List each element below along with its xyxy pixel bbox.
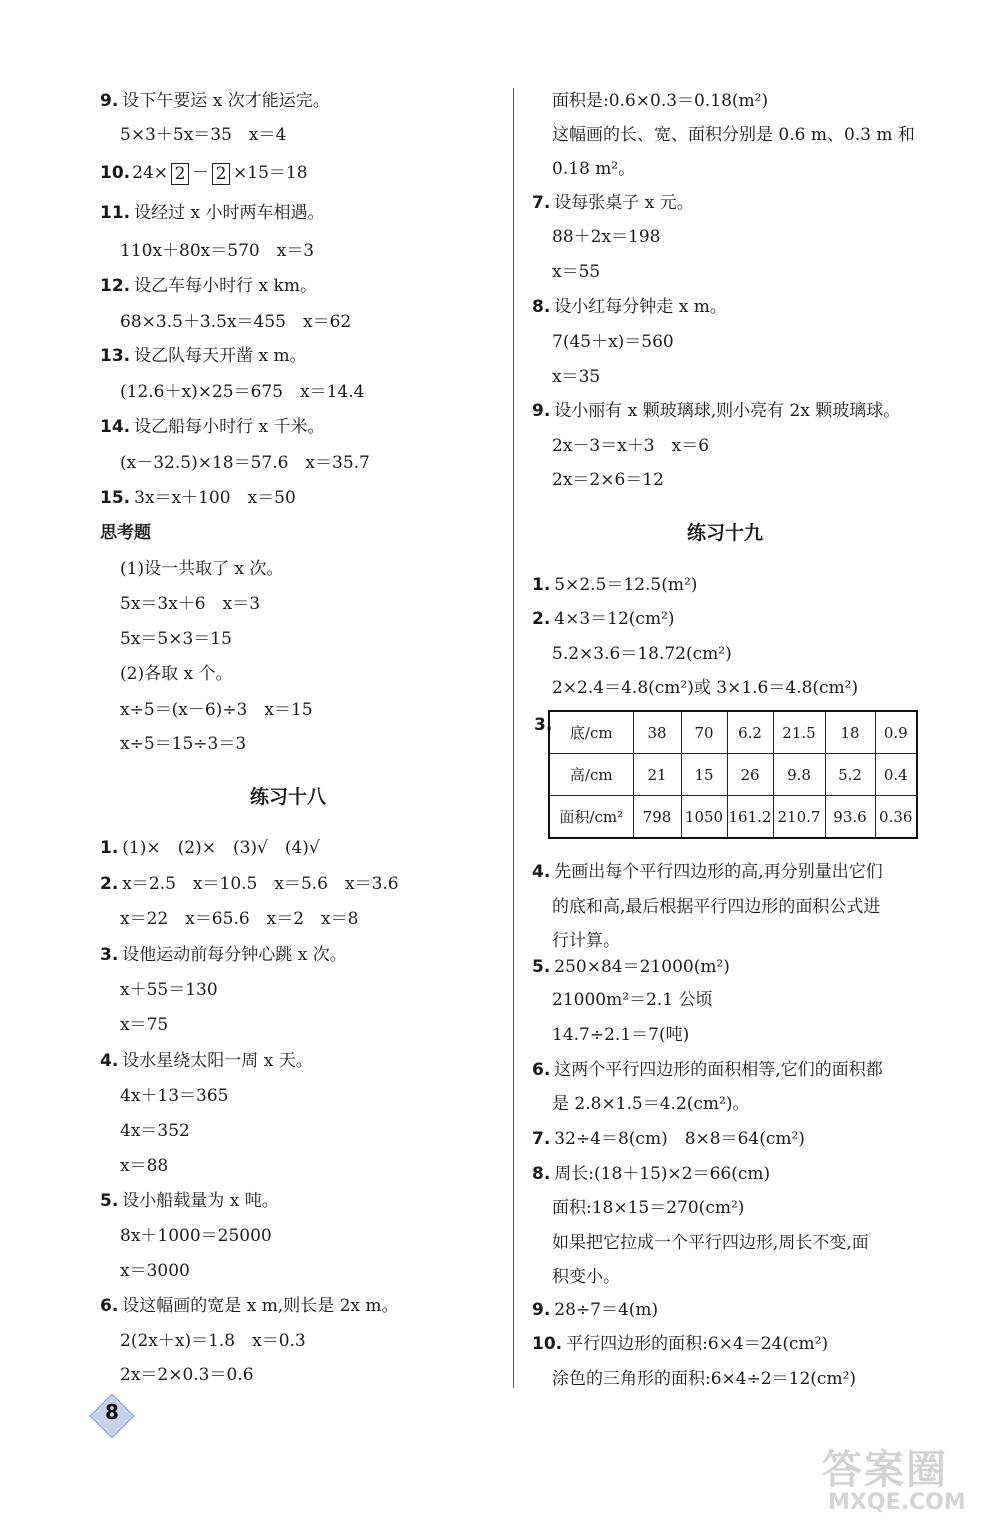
answer-line xyxy=(100,160,308,186)
table-cell: 0.9 xyxy=(875,711,917,754)
answer-line xyxy=(552,1195,744,1221)
answer-line xyxy=(552,894,880,920)
line-text: 32÷4＝8(cm) 8×8＝64(cm²) xyxy=(554,1129,805,1149)
question-line xyxy=(100,414,325,440)
question-number: 3. xyxy=(100,945,119,965)
line-text: 如果把它拉成一个平行四边形,周长不变,面 xyxy=(552,1233,869,1253)
question-number: 1. xyxy=(100,838,119,858)
line-text: 88＋2x＝198 xyxy=(552,227,661,247)
question-number: 7. xyxy=(532,193,551,213)
table-row xyxy=(549,796,917,839)
question-line xyxy=(100,942,347,968)
answer-line xyxy=(552,433,709,459)
question-number: 6. xyxy=(532,1060,551,1080)
answer-line xyxy=(120,906,358,932)
line-text: (12.6＋x)×25＝675 x＝14.4 xyxy=(120,382,365,402)
question-line xyxy=(532,859,883,885)
question-number: 2. xyxy=(100,874,119,894)
question-number: 6. xyxy=(100,1296,119,1316)
line-text: 68×3.5＋3.5x＝455 x＝62 xyxy=(120,312,352,332)
question-number: 5. xyxy=(100,1191,119,1211)
line-text: 2x－3＝x＋3 x＝6 xyxy=(552,436,710,456)
line-text: 设小船载量为 x 吨。 xyxy=(122,1191,279,1211)
answer-line xyxy=(120,697,313,723)
question-number: 13. xyxy=(100,346,131,366)
question-line xyxy=(100,1293,399,1319)
table-cell: 161.2 xyxy=(727,796,773,839)
question-number: 8. xyxy=(532,297,551,317)
table-label: 3. xyxy=(534,715,553,735)
answer-line xyxy=(552,928,620,954)
line-text: 涂色的三角形的面积:6×4÷2＝12(cm²) xyxy=(552,1369,857,1389)
question-line xyxy=(100,835,320,861)
answer-box: 2 xyxy=(171,163,189,185)
line-text: 行计算。 xyxy=(552,931,620,951)
line-text: 14.7÷2.1＝7(吨) xyxy=(552,1025,690,1045)
answer-line xyxy=(120,977,218,1003)
line-text: 设这幅画的宽是 x m,则长是 2x m。 xyxy=(122,1296,399,1316)
line-text: 5x＝3x＋6 x＝3 xyxy=(120,594,261,614)
question-line xyxy=(532,572,697,598)
answer-line xyxy=(120,591,260,617)
table-cell: 26 xyxy=(727,754,773,796)
question-number: 4. xyxy=(532,862,551,882)
table-cell: 9.8 xyxy=(773,754,825,796)
table-cell: 0.36 xyxy=(875,796,917,839)
line-text: 平行四边形的面积:6×4＝24(cm²) xyxy=(566,1334,829,1354)
answer-line xyxy=(552,987,712,1013)
line-text: x÷5＝15÷3＝3 xyxy=(120,734,247,754)
question-number: 4. xyxy=(100,1051,119,1071)
answer-line xyxy=(120,1258,190,1284)
line-text: (x－32.5)×18＝57.6 x＝35.7 xyxy=(120,453,370,473)
line-text: 的底和高,最后根据平行四边形的面积公式进 xyxy=(552,897,881,917)
table-cell: 1050 xyxy=(681,796,727,839)
line-text: (1)设一共取了 x 次。 xyxy=(120,559,284,579)
line-text: 设下午要运 x 次才能运完。 xyxy=(122,91,330,111)
line-text: 2x＝2×0.3＝0.6 xyxy=(120,1365,254,1385)
table-cell: 5.2 xyxy=(825,754,875,796)
line-text: 先画出每个平行四边形的高,再分别量出它们 xyxy=(554,862,883,882)
answer-line xyxy=(552,1264,620,1290)
question-line xyxy=(532,606,675,632)
line-text: 2x＝2×6＝12 xyxy=(552,470,664,490)
question-line xyxy=(532,1126,805,1152)
line-text: 设乙队每天开凿 x m。 xyxy=(134,346,307,366)
answer-line xyxy=(552,1022,689,1048)
answer-line xyxy=(552,88,768,114)
answer-line xyxy=(120,1153,168,1179)
line-text: 面积是:0.6×0.3＝0.18(m²) xyxy=(552,91,769,111)
question-line xyxy=(532,190,694,216)
line-text: 设水星绕太阳一周 x 天。 xyxy=(122,1051,313,1071)
question-line xyxy=(100,200,325,226)
question-line xyxy=(532,954,730,980)
line-text: x＝22 x＝65.6 x＝2 x＝8 xyxy=(120,909,359,929)
line-text: 5×3＋5x＝35 x＝4 xyxy=(120,125,287,145)
line-text: 2(2x＋x)＝1.8 x＝0.3 xyxy=(120,1331,306,1351)
question-number: 10. xyxy=(532,1334,563,1354)
line-text: (2)各取 x 个。 xyxy=(120,664,233,684)
answer-line xyxy=(120,1083,228,1109)
equation-part: ×15＝18 xyxy=(233,163,308,183)
answer-line xyxy=(552,224,660,250)
answer-line xyxy=(120,661,232,687)
row-header-cell: 面积/cm² xyxy=(549,796,633,839)
line-text: x＝55 xyxy=(552,262,601,282)
answer-line xyxy=(552,329,674,355)
answer-line xyxy=(552,1091,749,1117)
line-text: 是 2.8×1.5＝4.2(cm²)。 xyxy=(552,1094,750,1114)
question-line xyxy=(100,273,317,299)
question-line xyxy=(100,871,399,897)
answer-line xyxy=(552,364,600,390)
table-row xyxy=(549,754,917,796)
table-cell: 21 xyxy=(633,754,681,796)
answer-line xyxy=(120,556,283,582)
line-text: 设乙车每小时行 x km。 xyxy=(134,276,317,296)
question-number: 9. xyxy=(532,401,551,421)
table-cell: 0.4 xyxy=(875,754,917,796)
line-text: 设每张桌子 x 元。 xyxy=(554,193,694,213)
table-cell: 210.7 xyxy=(773,796,825,839)
section-heading: 练习十八 xyxy=(250,786,327,808)
question-line xyxy=(100,1048,313,1074)
line-text: 周长:(18＋15)×2＝66(cm) xyxy=(554,1164,771,1184)
line-text: 0.18 m²。 xyxy=(552,159,636,179)
question-line xyxy=(532,1057,883,1083)
answer-line xyxy=(120,626,232,652)
watermark-url: MXQE.COM xyxy=(828,1490,966,1515)
question-line xyxy=(100,343,307,369)
answer-line xyxy=(120,1362,254,1388)
data-table xyxy=(548,710,918,839)
question-line xyxy=(100,1188,279,1214)
answer-line xyxy=(120,1012,168,1038)
line-text: 28÷7＝4(m) xyxy=(554,1300,659,1320)
line-text: 4x＋13＝365 xyxy=(120,1086,229,1106)
answer-line xyxy=(552,641,732,667)
line-text: 5×2.5＝12.5(m²) xyxy=(554,575,698,595)
question-number: 5. xyxy=(532,957,551,977)
question-number: 10. xyxy=(100,163,131,183)
line-text: 8x＋1000＝25000 xyxy=(120,1226,272,1246)
table-cell: 38 xyxy=(633,711,681,754)
line-text: 5x＝5×3＝15 xyxy=(120,629,232,649)
line-text: 设小红每分钟走 x m。 xyxy=(554,297,727,317)
line-text: x＋55＝130 xyxy=(120,980,218,1000)
row-header-cell: 高/cm xyxy=(549,754,633,796)
line-text: 这两个平行四边形的面积相等,它们的面积都 xyxy=(554,1060,883,1080)
line-text: 7(45＋x)＝560 xyxy=(552,332,674,352)
line-text: (1)× (2)× (3)√ (4)√ xyxy=(122,838,320,858)
answer-line xyxy=(120,450,370,476)
line-text: 设小丽有 x 颗玻璃球,则小亮有 2x 颗玻璃球。 xyxy=(554,401,901,421)
line-text: 4x＝352 xyxy=(120,1121,190,1141)
question-number: 14. xyxy=(100,417,131,437)
table-cell: 15 xyxy=(681,754,727,796)
answer-line xyxy=(552,156,635,182)
section-heading: 练习十九 xyxy=(687,522,764,544)
line-text: x＝2.5 x＝10.5 x＝5.6 x＝3.6 xyxy=(122,874,399,894)
answer-line xyxy=(120,238,314,264)
answer-line xyxy=(120,1328,306,1354)
question-line xyxy=(100,88,330,114)
question-number: 9. xyxy=(532,1300,551,1320)
page-number: 8 xyxy=(105,1400,119,1424)
watermark-logo: 答案圈 xyxy=(822,1447,948,1493)
question-number: 2. xyxy=(532,609,551,629)
table-row xyxy=(549,711,917,754)
subsection-title: 思考题 xyxy=(100,523,151,543)
line-text: 设经过 x 小时两车相遇。 xyxy=(134,203,325,223)
line-text: 这幅画的长、宽、面积分别是 0.6 m、0.3 m 和 xyxy=(552,125,915,145)
line-text: 3x＝x＋100 x＝50 xyxy=(134,488,296,508)
table-cell: 6.2 xyxy=(727,711,773,754)
line-text: 设他运动前每分钟心跳 x 次。 xyxy=(122,945,347,965)
answer-box: 2 xyxy=(212,163,230,185)
line-text: 4×3＝12(cm²) xyxy=(554,609,675,629)
question-line xyxy=(532,1161,770,1187)
line-text: 积变小。 xyxy=(552,1267,620,1287)
question-number: 1. xyxy=(532,575,551,595)
table-cell: 70 xyxy=(681,711,727,754)
question-number: 11. xyxy=(100,203,131,223)
line-text: 110x＋80x＝570 x＝3 xyxy=(120,241,315,261)
line-text: 5.2×3.6＝18.72(cm²) xyxy=(552,644,732,664)
column-divider xyxy=(513,88,514,1388)
line-text: 面积:18×15＝270(cm²) xyxy=(552,1198,745,1218)
question-number: 9. xyxy=(100,91,119,111)
answer-line xyxy=(120,731,246,757)
line-text: x÷5＝(x－6)÷3 x＝15 xyxy=(120,700,313,720)
table-cell: 93.6 xyxy=(825,796,875,839)
question-number: 12. xyxy=(100,276,131,296)
question-line xyxy=(100,485,296,511)
line-text: x＝88 xyxy=(120,1156,169,1176)
line-text: 21000m²＝2.1 公顷 xyxy=(552,990,713,1010)
question-line xyxy=(532,294,727,320)
row-header-cell: 底/cm xyxy=(549,711,633,754)
question-line xyxy=(532,1331,828,1357)
answer-line xyxy=(120,1118,190,1144)
answer-line xyxy=(120,122,286,148)
table-cell: 798 xyxy=(633,796,681,839)
line-text: 250×84＝21000(m²) xyxy=(554,957,730,977)
question-number: 8. xyxy=(532,1164,551,1184)
line-text: x＝35 xyxy=(552,367,601,387)
question-line xyxy=(532,398,900,424)
line-text: 2×2.4＝4.8(cm²)或 3×1.6＝4.8(cm²) xyxy=(552,678,859,698)
answer-line xyxy=(552,675,858,701)
answer-line xyxy=(552,467,664,493)
equation-part: 24× xyxy=(132,163,169,183)
answer-line xyxy=(120,379,364,405)
question-line xyxy=(532,1297,658,1323)
answer-line xyxy=(552,259,600,285)
line-text: 设乙船每小时行 x 千米。 xyxy=(134,417,325,437)
answer-line xyxy=(552,122,915,148)
line-text: x＝3000 xyxy=(120,1261,190,1281)
question-number: 7. xyxy=(532,1129,551,1149)
equation-part: － xyxy=(192,163,210,183)
answer-line xyxy=(552,1366,856,1392)
page-number-badge xyxy=(92,1398,138,1438)
table-cell: 21.5 xyxy=(773,711,825,754)
answer-line xyxy=(120,1223,272,1249)
answer-line xyxy=(552,1230,869,1256)
answer-line xyxy=(120,309,351,335)
table-cell: 18 xyxy=(825,711,875,754)
question-number: 15. xyxy=(100,488,131,508)
line-text: x＝75 xyxy=(120,1015,169,1035)
